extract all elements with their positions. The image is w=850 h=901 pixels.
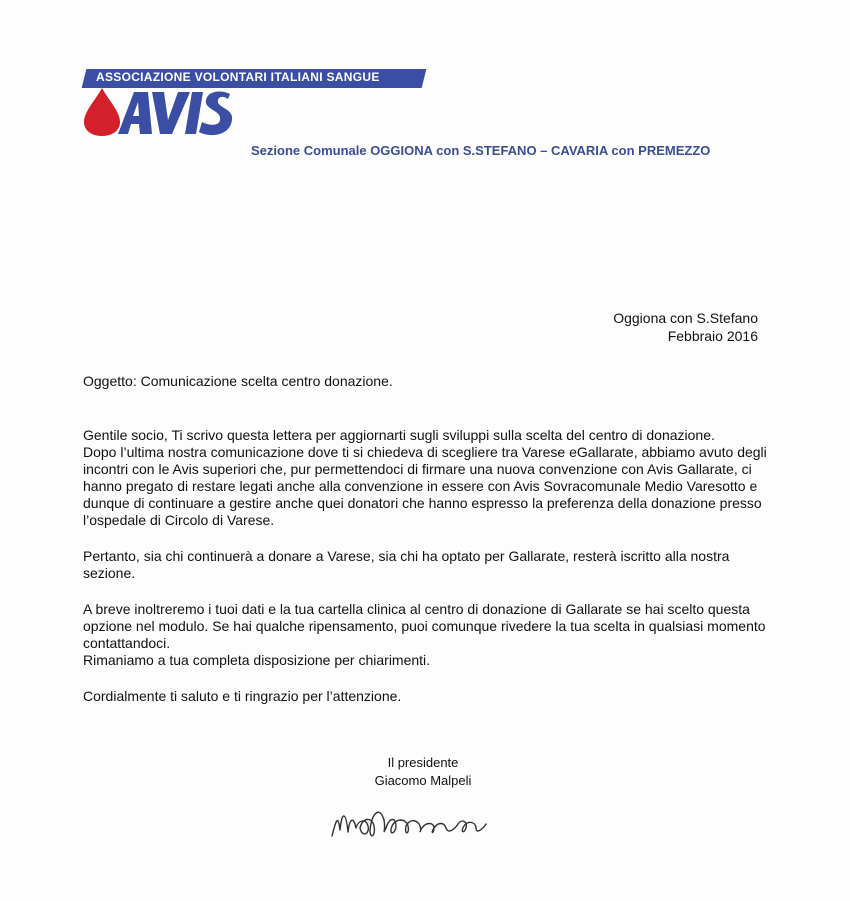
section-title: Sezione Comunale OGGIONA con S.STEFANO – CAVARIA con PREMEZZO [251, 143, 711, 158]
paragraph-availability: Rimaniamo a tua completa disposizione per chiarimenti. [83, 652, 431, 668]
paragraph-update: Dopo l’ultima nostra comunicazione dove ti si chiedeva di scegliere tra Varese eGallarate, abbiamo avuto degli incontri con le Avis superiori che, pur permettendoci di firmare una nuova convenzione con Avis Gallarate, ci hanno pregato di restare legati anche alla convenzione in essere con Avis Sovracomunale Medio Varesotto e dunque di continuare a gestire anche quei donatori che hanno espresso la preferenza della donazione presso l’ospedale di Circolo di Varese. [83, 444, 767, 528]
handwritten-signature [326, 800, 506, 842]
letter-date: Febbraio 2016 [667, 328, 758, 344]
paragraph-closing: Cordialmente ti saluto e ti ringrazio per l’attenzione. [83, 688, 402, 704]
logo-banner-text: ASSOCIAZIONE VOLONTARI ITALIANI SANGUE [96, 70, 380, 84]
letter-subject: Oggetto: Comunicazione scelta centro donazione. [83, 373, 393, 389]
place-date-block [613, 309, 758, 345]
signer-name: Giacomo Malpeli [374, 773, 472, 788]
paragraph-greeting: Gentile socio, Ti scrivo questa lettera per aggiornarti sugli sviluppi sulla scelta del centro di donazione. [83, 427, 715, 443]
paragraph-membership: Pertanto, sia chi continuerà a donare a Varese, sia chi ha optato per Gallarate, resterà iscritto alla nostra sezione. [83, 548, 730, 581]
signature-block [368, 754, 478, 790]
letter-place: Oggiona con S.Stefano [613, 310, 758, 326]
avis-logo [82, 86, 232, 136]
signer-role: Il presidente [387, 755, 459, 770]
paragraph-data-transfer: A breve inoltreremo i tuoi dati e la tua cartella clinica al centro di donazione di Gallarate se hai scelto questa opzione nel modulo. Se hai qualche ripensamento, puoi comunque rivedere la tua scelta in qualsiasi momento contattandoci. [83, 601, 766, 651]
letter-body [83, 427, 773, 705]
